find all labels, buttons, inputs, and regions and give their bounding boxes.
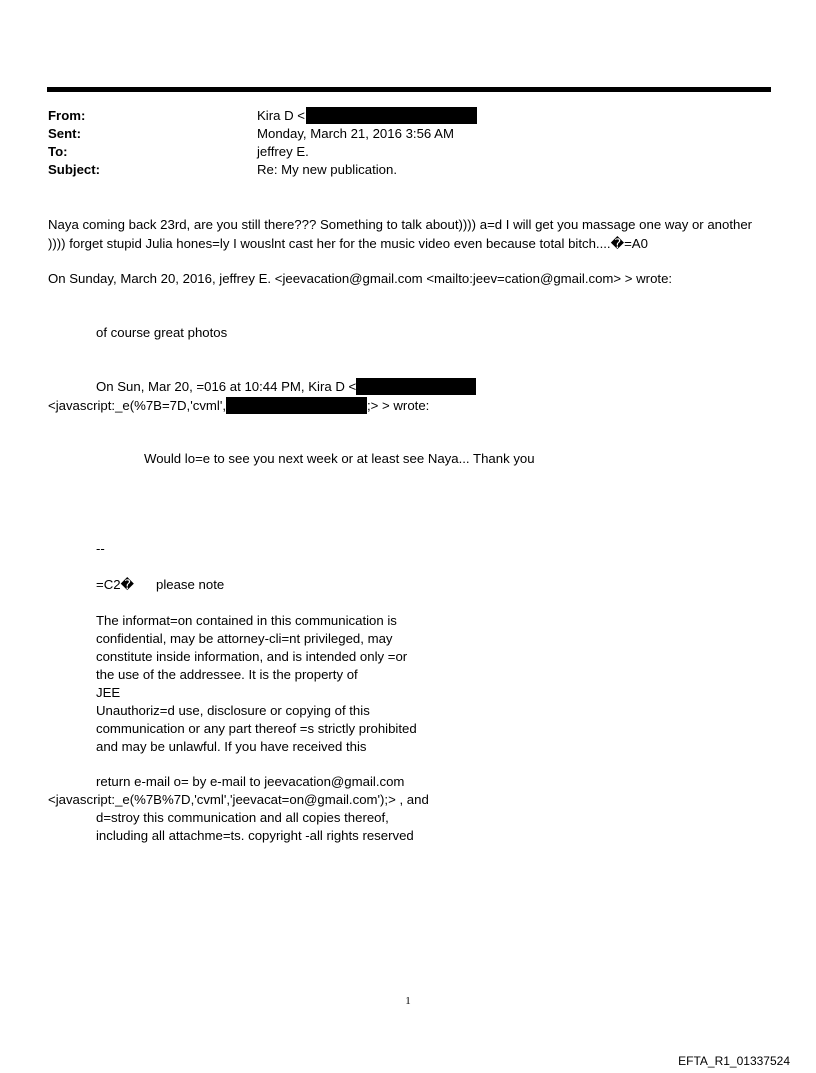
redaction-box [226, 397, 367, 414]
quote2-header-text: On Sun, Mar 20, =016 at 10:44 PM, Kira D < [96, 379, 357, 394]
quote2-link-prefix: <javascript:_e(%7B=7D,'cvml', [48, 398, 227, 413]
return-line-3: d=stroy this communication and all copies thereof, [96, 810, 389, 825]
disclaimer-line: the use of the addressee. It is the property of [96, 667, 358, 682]
from-value [257, 107, 477, 125]
disclaimer-line: and may be unlawful. If you have received this [96, 739, 367, 754]
quote2-text: Would lo=e to see you next week or at least see Naya... Thank you [144, 451, 535, 466]
from-label: From: [48, 108, 86, 123]
return-line-1: return e-mail o= by e-mail to jeevacation@gmail.com [96, 774, 405, 789]
return-line-2: <javascript:_e(%7B%7D,'cvml','jeevacat=on@gmail.com');> , and [48, 792, 429, 807]
quote2-header-line-1 [96, 378, 476, 396]
subject-label: Subject: [48, 162, 101, 177]
disclaimer-line: communication or any part thereof =s strictly prohibited [96, 721, 417, 736]
signature-dashes: -- [96, 541, 105, 556]
reply-line-2: )))) forget stupid Julia hones=ly I wouslnt cast her for the music video even because total bitch....�=A0 [48, 236, 648, 251]
bates-number: EFTA_R1_01337524 [678, 1054, 790, 1068]
return-line-4: including all attachme=ts. copyright -all rights reserved [96, 828, 414, 843]
reply-line-1: Naya coming back 23rd, are you still there??? Something to talk about)))) a=d I will get you massage one way or another [48, 217, 753, 232]
sent-value: Monday, March 21, 2016 3:56 AM [257, 126, 454, 141]
subject-value: Re: My new publication. [257, 162, 398, 177]
disclaimer-line: confidential, may be attorney-cli=nt privileged, may [96, 631, 393, 646]
sig-note: please note [156, 577, 225, 592]
page-number: 1 [405, 995, 411, 1007]
quote1-header: On Sunday, March 20, 2016, jeffrey E. <jeevacation@gmail.com <mailto:jeev=cation@gmail.com> > wrote: [48, 271, 673, 286]
to-value: jeffrey E. [257, 144, 309, 159]
quote2-wrote: ;> > wrote: [367, 398, 430, 413]
header-rule [47, 87, 771, 92]
to-label: To: [48, 144, 68, 159]
redaction-box [356, 378, 476, 395]
sent-label: Sent: [48, 126, 81, 141]
sig-note-prefix: =C2� [96, 577, 135, 592]
disclaimer-line: Unauthoriz=d use, disclosure or copying of this [96, 703, 370, 718]
quote1-text: of course great photos [96, 325, 228, 340]
from-value-text: Kira D < [257, 108, 306, 123]
disclaimer-line: JEE [96, 685, 121, 700]
quote2-header-line-2 [48, 397, 429, 415]
redaction-box [306, 107, 477, 124]
disclaimer-line: The informat=on contained in this communication is [96, 613, 397, 628]
disclaimer-line: constitute inside information, and is intended only =or [96, 649, 408, 664]
